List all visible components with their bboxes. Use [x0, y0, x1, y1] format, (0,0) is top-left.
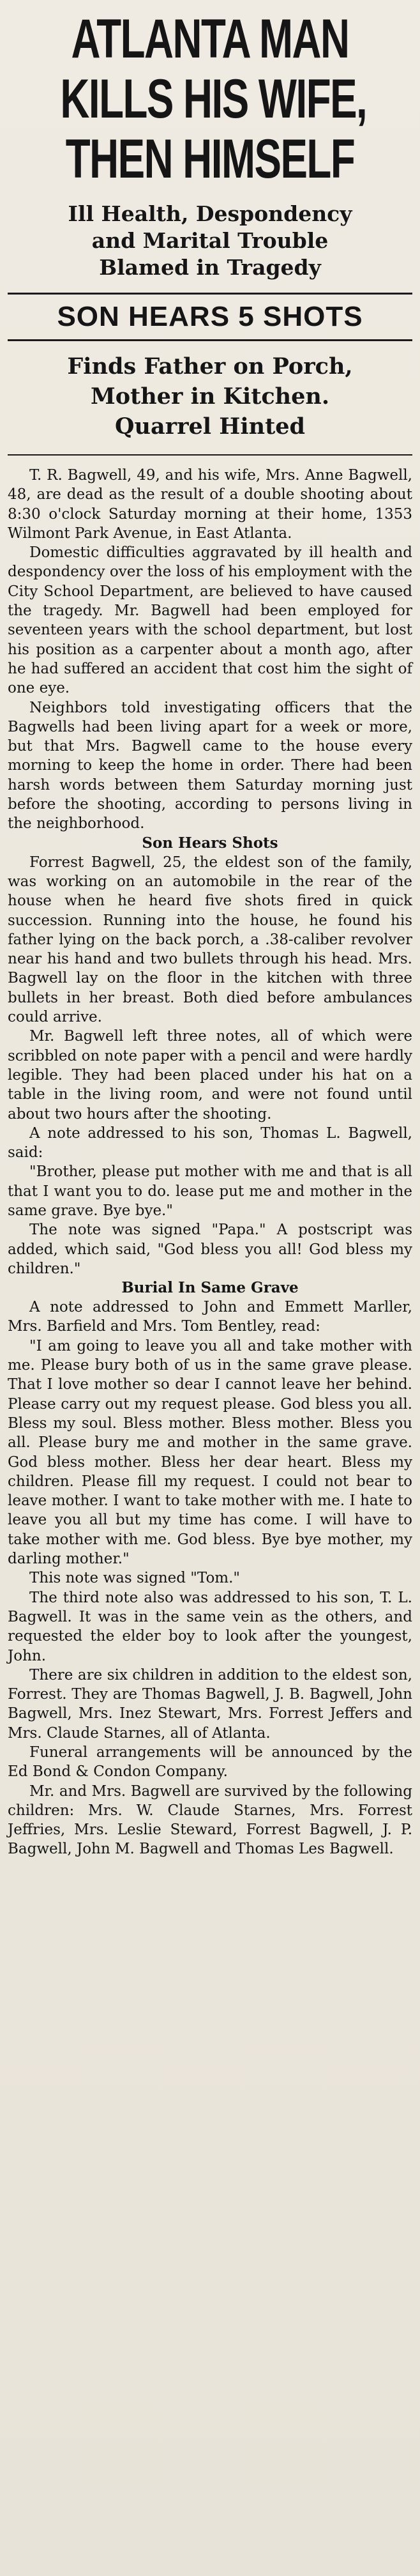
deck-line-2: and Marital Trouble	[91, 228, 329, 253]
secondary-deck-line-2: Mother in Kitchen.	[90, 383, 330, 410]
headline	[8, 9, 412, 189]
deck-line-3: Blamed in Tragedy	[99, 255, 321, 280]
headline-line-1: ATLANTA MAN	[71, 8, 349, 70]
article-paragraph: The note was signed "Papa." A postscript was added, which said, "God bless you all! God bless my children."	[8, 1222, 412, 1277]
article-paragraph: There are six children in addition to the eldest son, Forrest. They are Thomas Bagwell, J. B. Bagwell, John Bagwell, Mrs. Inez Stewart, Mrs. Forrest Jeffers and Mrs. Claude Starnes, all of Atlanta.	[8, 1666, 412, 1742]
quoted-note: "Brother, please put mother with me and that is all that I want you to do. lease put me and mother in the same grave. Bye bye."	[8, 1163, 412, 1219]
article-paragraph: A note addressed to his son, Thomas L. Bagwell, said:	[8, 1124, 412, 1162]
quoted-note: "I am going to leave you all and take mother with me. Please bury both of us in the same grave please. That I love mother so dear I cannot leave her behind. Please carry out my request please. God bless you all. Bless my soul. Bless mother. Bless mother. Bless you all. Please bury me and mother in the same grave. God bless mother. Bless her dear heart. Bless my children. Please fill my request. I could not bear to leave mother. I want to take mother with me. I hate to leave you all but my time has come. I will have to take mother with me. God bless. Bye bye mother, my darling mother."	[8, 1337, 412, 1568]
article-paragraph: Funeral arrangements will be announced by the Ed Bond & Condon Company.	[8, 1744, 412, 1781]
article-paragraph: This note was signed "Tom."	[29, 1570, 240, 1587]
divider-rule	[8, 454, 412, 456]
article-body	[8, 466, 412, 1859]
deck-line-1: Ill Health, Despondency	[68, 201, 352, 226]
headline-line-3: THEN HIMSELF	[65, 128, 355, 190]
secondary-deck-line-3: Quarrel Hinted	[115, 413, 305, 440]
secondary-deck	[8, 351, 412, 441]
headline-line-2: KILLS HIS WIFE,	[60, 68, 367, 130]
deck	[8, 201, 412, 281]
divider-rule	[8, 339, 412, 341]
article-paragraph: Mr. and Mrs. Bagwell are survived by the following children: Mrs. W. Claude Starnes, Mrs. Forrest Jeffries, Mrs. Leslie Steward, Forrest Bagwell, J. P. Bagwell, John M. Bagwell and Thomas Les Bagwell.	[8, 1782, 412, 1858]
article-paragraph: Domestic difficulties aggravated by ill health and despondency over the loss of his employment with the City School Department, are believed to have caused the tragedy. Mr. Bagwell had been employed for seventeen years with the school department, but lost his position as a carpenter about a month ago, after he had suffered an accident that cost him the sight of one eye.	[8, 544, 412, 697]
article-paragraph: Neighbors told investigating officers that the Bagwells had been living apart for a week or more, but that Mrs. Bagwell came to the house every morning to keep the home in order. There had been harsh words between them Saturday morning just before the shooting, according to persons living in the neighborhood.	[8, 699, 412, 832]
divider-rule	[8, 293, 412, 295]
article-paragraph: Mr. Bagwell left three notes, all of which were scribbled on note paper with a pencil and were hardly legible. They had been placed under his hat on a table in the living room, and were not found until about two hours after the shooting.	[8, 1028, 412, 1123]
article-paragraph: Forrest Bagwell, 25, the eldest son of the family, was working on an automobile in the rear of the house when he heard five shots fired in quick succession. Running into the house, he found his father lying on the back porch, a .38-caliber revolver near his hand and two bullets through his head. Mrs. Bagwell lay on the floor in the kitchen with three bullets in her breast. Both died before ambulances could arrive.	[8, 854, 412, 1026]
subhead: SON HEARS 5 SHOTS	[57, 301, 363, 332]
crosshead-burial-in-same-grave: Burial In Same Grave	[121, 1279, 299, 1297]
crosshead-son-hears-shots: Son Hears Shots	[142, 834, 278, 852]
article-paragraph: T. R. Bagwell, 49, and his wife, Mrs. Anne Bagwell, 48, are dead as the result of a double shooting about 8:30 o'clock Saturday morning at their home, 1353 Wilmont Park Avenue, in East Atlanta.	[8, 467, 412, 542]
article-paragraph: A note addressed to John and Emmett Marller, Mrs. Barfield and Mrs. Tom Bentley, read:	[8, 1299, 412, 1335]
article-paragraph: The third note also was addressed to his son, T. L. Bagwell. It was in the same vein as the others, and requested the elder boy to look after the youngest, John.	[8, 1589, 412, 1664]
secondary-deck-line-1: Finds Father on Porch,	[67, 353, 353, 379]
